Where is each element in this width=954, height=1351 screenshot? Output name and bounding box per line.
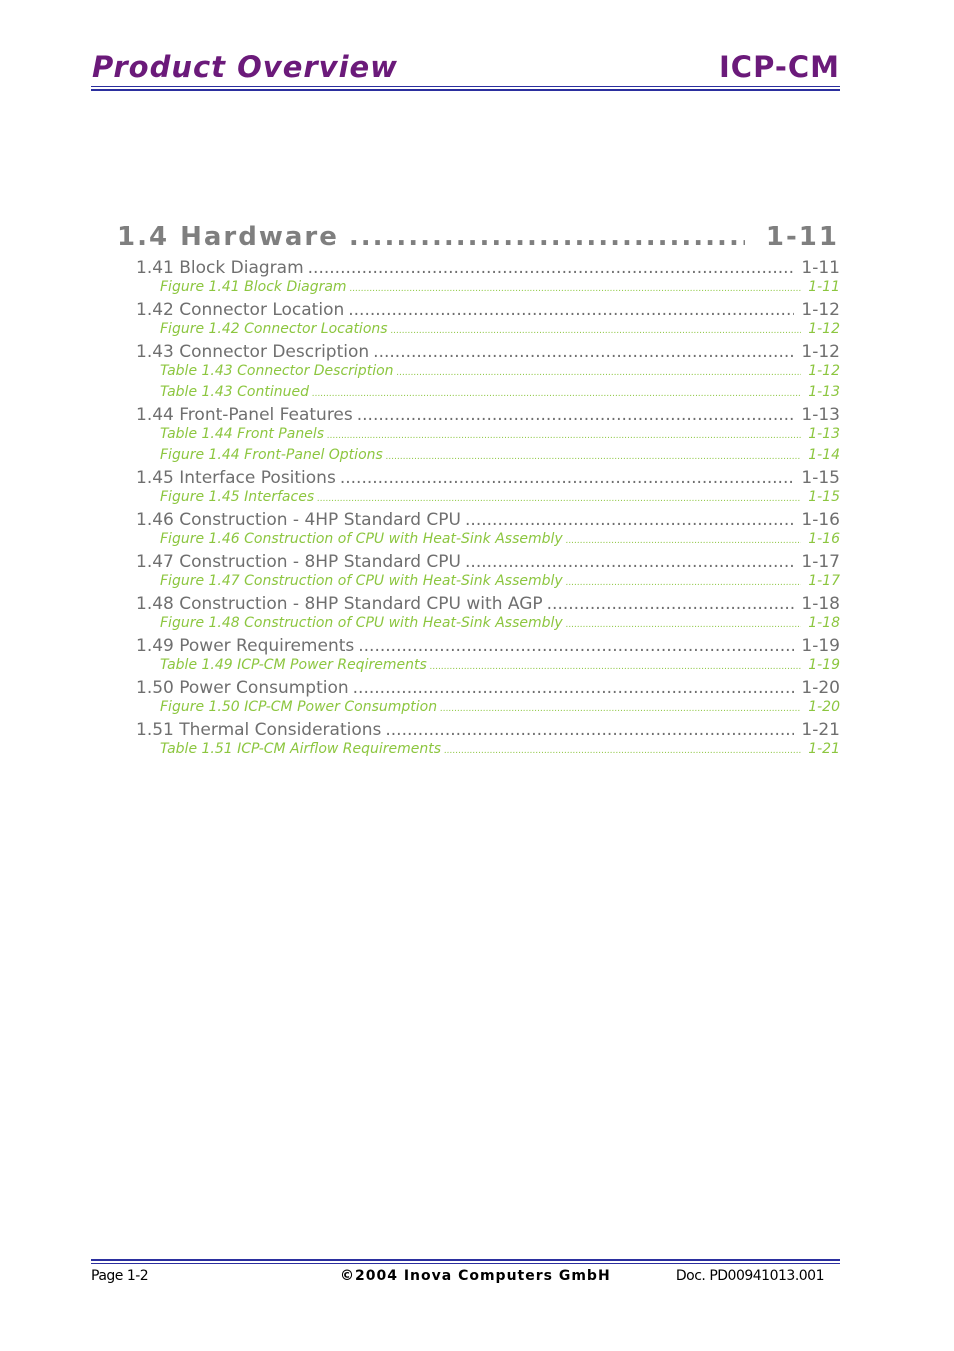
toc-table-title: Table 1.51 ICP-CM Airflow Requirements bbox=[160, 741, 442, 757]
toc-table-page: 1-13 bbox=[808, 426, 840, 442]
toc-figure-page: 1-17 bbox=[808, 573, 840, 589]
header-rule-lower bbox=[91, 89, 840, 91]
toc-section[interactable] bbox=[136, 510, 840, 531]
toc-figure-entry[interactable] bbox=[160, 321, 840, 342]
toc-table-entry[interactable] bbox=[160, 384, 840, 405]
footer-rule-upper bbox=[91, 1259, 840, 1261]
toc-section[interactable] bbox=[136, 342, 840, 363]
toc-leader bbox=[430, 662, 801, 672]
toc-leader bbox=[348, 300, 794, 320]
toc-table-page: 1-19 bbox=[808, 657, 840, 673]
toc-leader bbox=[465, 510, 794, 530]
toc-section-title: 1.43 Connector Description bbox=[136, 342, 370, 362]
toc-section[interactable] bbox=[136, 594, 840, 615]
footer-page-number: Page 1-2 bbox=[91, 1268, 149, 1284]
toc-leader bbox=[308, 258, 794, 278]
toc-section[interactable] bbox=[136, 636, 840, 657]
toc-section[interactable] bbox=[136, 678, 840, 699]
toc-section-title: 1.44 Front-Panel Features bbox=[136, 405, 353, 425]
toc-leader bbox=[373, 342, 794, 362]
toc-leader bbox=[350, 284, 801, 294]
toc-section[interactable] bbox=[136, 468, 840, 489]
toc-chapter-page: 1-11 bbox=[765, 222, 839, 252]
toc-leader bbox=[465, 552, 794, 572]
toc-table-title: Table 1.49 ICP-CM Power Reqirements bbox=[160, 657, 427, 673]
toc-section-title: 1.46 Construction - 4HP Standard CPU bbox=[136, 510, 462, 530]
toc-table-entry[interactable] bbox=[160, 426, 840, 447]
toc-section[interactable] bbox=[136, 258, 840, 279]
toc-figure-title: Figure 1.42 Connector Locations bbox=[160, 321, 388, 337]
toc-figure-entry[interactable] bbox=[160, 489, 840, 510]
toc-figure-page: 1-12 bbox=[808, 321, 840, 337]
toc-section[interactable] bbox=[136, 720, 840, 741]
footer-doc-number: Doc. PD00941013.001 bbox=[675, 1268, 824, 1284]
toc-table-page: 1-13 bbox=[808, 384, 840, 400]
toc-figure-page: 1-18 bbox=[808, 615, 840, 631]
toc-section-page: 1-12 bbox=[801, 300, 840, 320]
toc-section-page: 1-12 bbox=[801, 342, 840, 362]
toc-figure-title: Figure 1.41 Block Diagram bbox=[160, 279, 347, 295]
toc-section[interactable] bbox=[136, 552, 840, 573]
toc-section-page: 1-18 bbox=[801, 594, 840, 614]
toc-figure-entry[interactable] bbox=[160, 531, 840, 552]
toc-chapter-title: 1.4 Hardware bbox=[117, 222, 339, 252]
toc-leader bbox=[358, 636, 794, 656]
toc-figure-entry[interactable] bbox=[160, 447, 840, 468]
toc-figure-entry[interactable] bbox=[160, 615, 840, 636]
toc-table-title: Table 1.43 Connector Description bbox=[160, 363, 394, 379]
toc-section-title: 1.41 Block Diagram bbox=[136, 258, 304, 278]
toc-leader bbox=[349, 222, 745, 252]
toc-table-entry[interactable] bbox=[160, 363, 840, 384]
toc-leader bbox=[566, 536, 801, 546]
toc-table-title: Table 1.43 Continued bbox=[160, 384, 309, 400]
toc-section[interactable] bbox=[136, 405, 840, 426]
toc-section-page: 1-21 bbox=[801, 720, 840, 740]
toc-figure-entry[interactable] bbox=[160, 573, 840, 594]
toc-leader bbox=[566, 578, 801, 588]
toc-leader bbox=[357, 405, 794, 425]
toc-section-title: 1.42 Connector Location bbox=[136, 300, 345, 320]
toc-section-title: 1.47 Construction - 8HP Standard CPU bbox=[136, 552, 462, 572]
toc-section-page: 1-15 bbox=[801, 468, 840, 488]
header-product-name: ICP-CM bbox=[719, 50, 840, 84]
toc-figure-page: 1-20 bbox=[808, 699, 840, 715]
toc-leader bbox=[397, 368, 801, 378]
toc-leader bbox=[385, 720, 794, 740]
toc-section-title: 1.45 Interface Positions bbox=[136, 468, 336, 488]
toc-figure-title: Figure 1.45 Interfaces bbox=[160, 489, 315, 505]
toc-section-page: 1-13 bbox=[801, 405, 840, 425]
toc-section[interactable] bbox=[136, 300, 840, 321]
toc-table-title: Table 1.44 Front Panels bbox=[160, 426, 325, 442]
table-of-contents bbox=[0, 222, 954, 762]
toc-leader bbox=[444, 746, 801, 756]
header-rule-upper bbox=[91, 86, 840, 87]
toc-leader bbox=[386, 452, 801, 462]
toc-leader bbox=[440, 704, 801, 714]
toc-chapter[interactable] bbox=[117, 222, 839, 256]
header-section-title: Product Overview bbox=[92, 50, 398, 84]
toc-leader bbox=[547, 594, 794, 614]
toc-section-title: 1.48 Construction - 8HP Standard CPU with AGP bbox=[136, 594, 543, 614]
toc-section-page: 1-11 bbox=[801, 258, 840, 278]
toc-table-entry[interactable] bbox=[160, 657, 840, 678]
toc-figure-entry[interactable] bbox=[160, 279, 840, 300]
toc-leader bbox=[317, 494, 801, 504]
toc-figure-title: Figure 1.47 Construction of CPU with Heat-Sink Assembly bbox=[160, 573, 563, 589]
toc-figure-entry[interactable] bbox=[160, 699, 840, 720]
toc-figure-title: Figure 1.48 Construction of CPU with Heat-Sink Assembly bbox=[160, 615, 563, 631]
toc-section-title: 1.50 Power Consumption bbox=[136, 678, 349, 698]
toc-figure-title: Figure 1.46 Construction of CPU with Heat-Sink Assembly bbox=[160, 531, 563, 547]
toc-leader bbox=[566, 620, 801, 630]
toc-section-title: 1.51 Thermal Considerations bbox=[136, 720, 382, 740]
toc-section-page: 1-17 bbox=[801, 552, 840, 572]
footer-rule-lower bbox=[91, 1263, 840, 1264]
toc-section-page: 1-19 bbox=[801, 636, 840, 656]
toc-figure-page: 1-11 bbox=[808, 279, 840, 295]
toc-table-entry[interactable] bbox=[160, 741, 840, 762]
toc-figure-title: Figure 1.50 ICP-CM Power Consumption bbox=[160, 699, 438, 715]
toc-section-page: 1-20 bbox=[801, 678, 840, 698]
toc-leader bbox=[353, 678, 794, 698]
toc-figure-page: 1-14 bbox=[808, 447, 840, 463]
toc-figure-page: 1-15 bbox=[808, 489, 840, 505]
toc-table-page: 1-12 bbox=[808, 363, 840, 379]
toc-leader bbox=[340, 468, 794, 488]
toc-figure-title: Figure 1.44 Front-Panel Options bbox=[160, 447, 383, 463]
toc-figure-page: 1-16 bbox=[808, 531, 840, 547]
footer-copyright: ©2004 Inova Computers GmbH bbox=[340, 1268, 611, 1284]
toc-table-page: 1-21 bbox=[808, 741, 840, 757]
toc-section-page: 1-16 bbox=[801, 510, 840, 530]
toc-leader bbox=[327, 431, 801, 441]
toc-leader bbox=[391, 326, 801, 336]
toc-section-title: 1.49 Power Requirements bbox=[136, 636, 355, 656]
toc-leader bbox=[312, 389, 801, 399]
